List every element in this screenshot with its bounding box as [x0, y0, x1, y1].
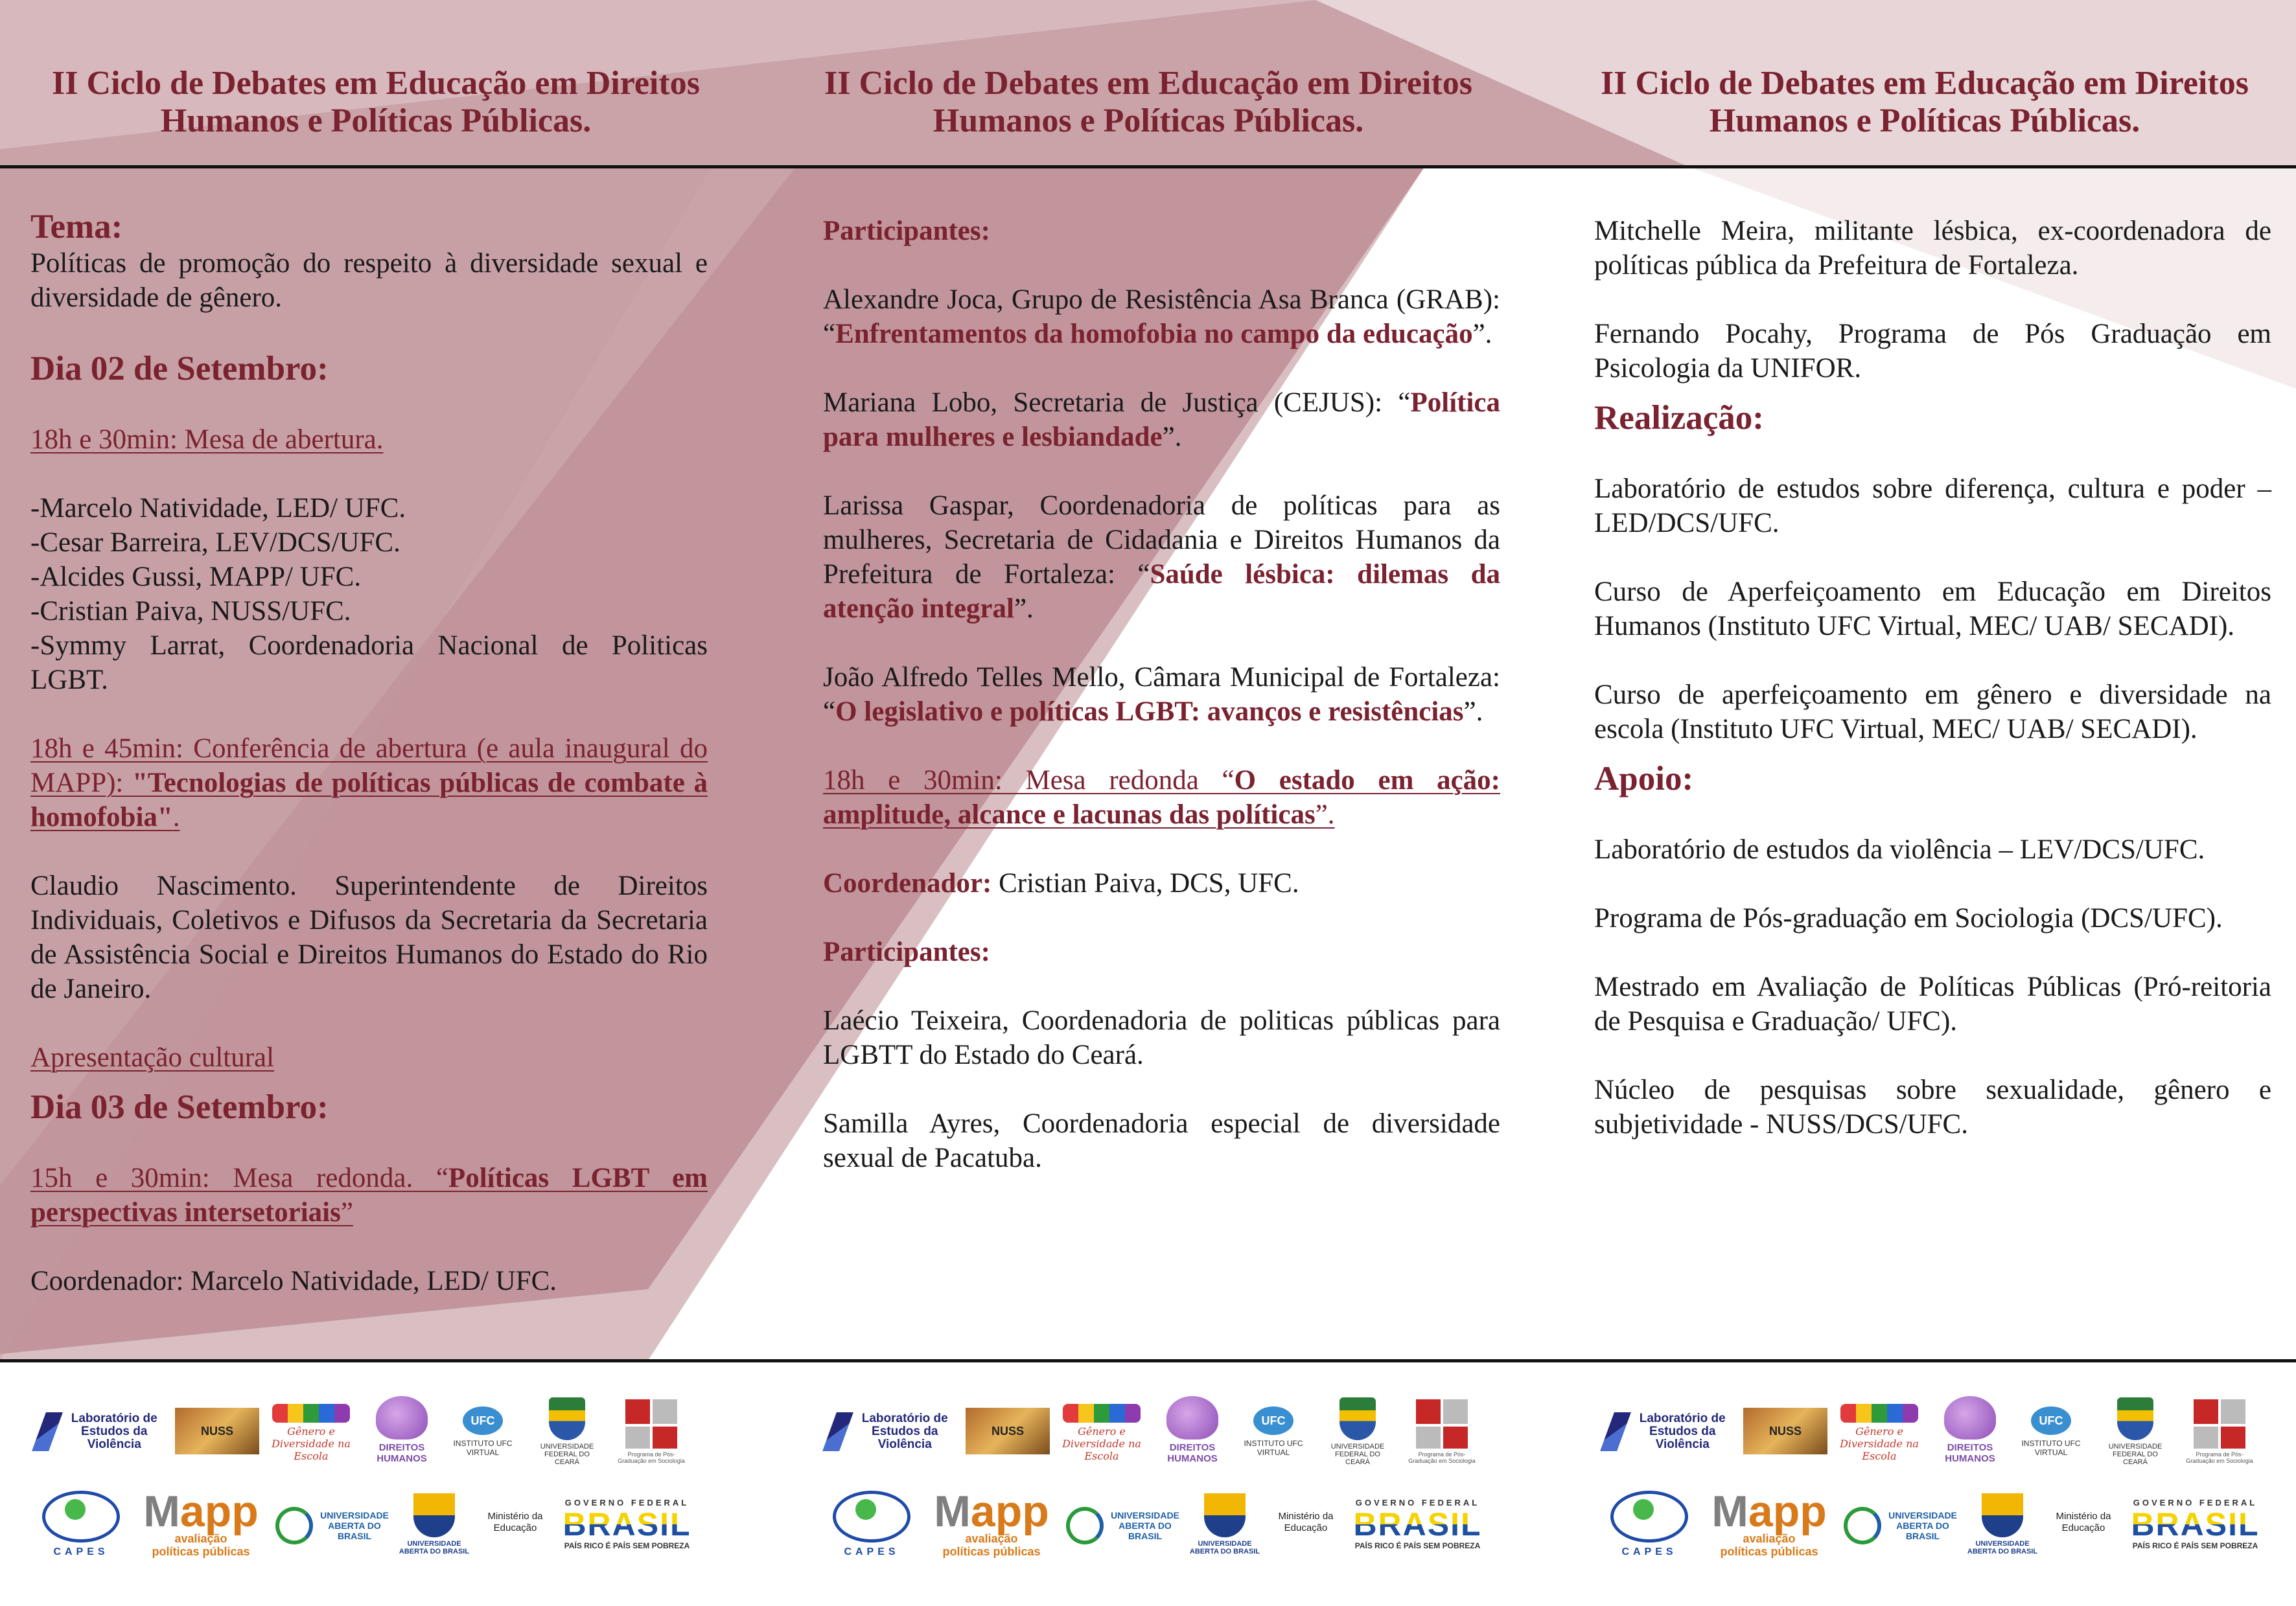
mesa2-session: 15h e 30min: Mesa redonda. “Políticas LGBT em perspectivas intersetoriais” [30, 1163, 708, 1228]
participant-meira: Mitchelle Meira, militante lésbica, ex-coordenadora de políticas pública da Prefeitura de Fortaleza. [1594, 216, 2271, 281]
nuss-logo: NUSS [966, 1408, 1050, 1454]
realizacao-2: Curso de Aperfeiçoamento em Educação em Direitos Humanos (Instituto UFC Virtual, MEC/ UAB/ SECADI). [1594, 577, 2271, 641]
realizacao-1: Laboratório de estudos sobre diferença, cultura e poder – LED/DCS/UFC. [1594, 474, 2271, 538]
apoio-4: Núcleo de pesquisas sobre sexualidade, gênero e subjetividade - NUSS/DCS/UFC. [1594, 1075, 2271, 1140]
ppgs-logo: Programa de Pós-Graduação em Sociologia [2184, 1399, 2255, 1464]
apoio-2: Programa de Pós-graduação em Sociologia (DCS/UFC). [1594, 903, 2223, 934]
genero-diversidade-logo: Gênero e Diversidade na Escola [1837, 1404, 1921, 1462]
participant-gaspar: Larissa Gaspar, Coordenadoria de políticas para as mulheres, Secretaria de Cidadania e Direitos Humanos da Prefeitura de Fortaleza: “Saúde lésbica: dilemas da atenção integral”. [823, 490, 1500, 624]
panel-1 [30, 207, 708, 1333]
genero-diversidade-logo: Gênero e Diversidade na Escola [269, 1404, 353, 1462]
governo-federal-logo: GOVERNO FEDERAL BRASIL PAÍS RICO É PAÍS SEM POBREZA [1353, 1498, 1482, 1550]
member-3: -Alcides Gussi, MAPP/ UFC. [30, 562, 362, 592]
realizacao-heading: Realização: [1594, 399, 1764, 437]
uab-logo: UNIVERSIDADE ABERTA DO BRASIL [1066, 1500, 1183, 1552]
realizacao-3: Curso de aperfeiçoamento em gênero e diversidade na escola (Instituto UFC Virtual, MEC/ UAB/ SECADI). [1594, 680, 2271, 744]
member-5: -Symmy Larrat, Coordenadoria Nacional de Politicas LGBT. [30, 630, 708, 695]
direitos-humanos-logo: DIREITOS HUMANOS [1154, 1396, 1231, 1464]
uab-shield-logo: UNIVERSIDADE ABERTA DO BRASIL [1189, 1487, 1260, 1561]
participant-pocahy: Fernando Pocahy, Programa de Pós Graduação em Psicologia da UNIFOR. [1594, 319, 2271, 384]
uab-logo: UNIVERSIDADE ABERTA DO BRASIL [275, 1500, 392, 1552]
panel-title-2: II Ciclo de Debates em Educação em Direitos Humanos e Políticas Públicas. [824, 65, 1472, 139]
mapp-logo: Mapp avaliação políticas públicas [143, 1486, 259, 1558]
mapp-logo: Mapp avaliação políticas públicas [1711, 1486, 1827, 1558]
apoio-heading: Apoio: [1594, 760, 1694, 797]
nuss-logo: NUSS [175, 1408, 259, 1454]
conference-session: 18h e 45min: Conferência de abertura (e aula inaugural do MAPP): "Tecnologias de políticas públicas de combate à homofobia". [30, 733, 708, 832]
ufc-virtual-logo: UFC INSTITUTO UFC VIRTUAL [1241, 1399, 1306, 1464]
lev-logo: Laboratório de Estudos da Violência [829, 1403, 959, 1461]
direitos-humanos-logo: DIREITOS HUMANOS [363, 1396, 441, 1464]
coordinator-2: Coordenador: Cristian Paiva, DCS, UFC. [823, 868, 1299, 899]
ufc-shield-logo: UNIVERSIDADE FEDERAL DO CEARÁ [531, 1396, 603, 1467]
mesa2-title: Políticas LGBT em perspectivas intersetoriais [30, 1163, 708, 1228]
mapp-logo: Mapp avaliação políticas públicas [934, 1486, 1049, 1558]
apoio-1: Laboratório de estudos da violência – LEV/DCS/UFC. [1594, 834, 2205, 865]
uab-logo: UNIVERSIDADE ABERTA DO BRASIL [1844, 1500, 1960, 1552]
uab-shield-logo: UNIVERSIDADE ABERTA DO BRASIL [399, 1487, 470, 1561]
governo-federal-logo: GOVERNO FEDERAL BRASIL PAÍS RICO É PAÍS SEM POBREZA [2131, 1498, 2260, 1550]
member-2: -Cesar Barreira, LEV/DCS/UFC. [30, 527, 400, 558]
logo-strip-2 [829, 1396, 1490, 1565]
tema-text: Políticas de promoção do respeito à diversidade sexual e diversidade de gênero. [30, 248, 708, 313]
logo-strip-1 [39, 1396, 700, 1565]
apoio-3: Mestrado em Avaliação de Políticas Públicas (Pró-reitoria de Pesquisa e Graduação/ UFC). [1594, 972, 2271, 1037]
mec-logo: Ministério da Educação [1278, 1511, 1334, 1533]
lev-logo: Laboratório de Estudos da Violência [39, 1403, 168, 1461]
tema-heading: Tema: [30, 208, 123, 246]
member-1: -Marcelo Natividade, LED/ UFC. [30, 493, 406, 523]
genero-diversidade-logo: Gênero e Diversidade na Escola [1060, 1404, 1144, 1462]
day2-heading: Dia 03 de Setembro: [30, 1088, 329, 1126]
participants-label-1: Participantes: [823, 216, 990, 246]
ufc-shield-logo: UNIVERSIDADE FEDERAL DO CEARÁ [2100, 1396, 2171, 1467]
capes-logo: CAPES [1607, 1487, 1691, 1561]
capes-logo: CAPES [829, 1487, 914, 1561]
mec-logo: Ministério da Educação [487, 1511, 543, 1533]
header-divider [0, 165, 2296, 168]
mesa3-session: 18h e 30min: Mesa redonda “O estado em ação: amplitude, alcance e lacunas das políticas”. [823, 765, 1500, 830]
participant-mello: João Alfredo Telles Mello, Câmara Municipal de Fortaleza: “O legislativo e políticas LGBT: avanços e resistências”. [823, 662, 1500, 727]
cultural-session: Apresentação cultural [30, 1042, 275, 1073]
direitos-humanos-logo: DIREITOS HUMANOS [1931, 1396, 2009, 1464]
ufc-virtual-logo: UFC INSTITUTO UFC VIRTUAL [450, 1399, 515, 1464]
lev-logo: Laboratório de Estudos da Violência [1607, 1403, 1737, 1461]
mec-logo: Ministério da Educação [2056, 1511, 2111, 1533]
speaker-text: Claudio Nascimento. Superintendente de Direitos Individuais, Coletivos e Difusos da Secretaria da Secretaria de Assistência Social e Direitos Humanos do Estado do Rio de Janeiro. [30, 871, 708, 1004]
ppgs-logo: Programa de Pós-Graduação em Sociologia [616, 1399, 687, 1464]
day1-heading: Dia 02 de Setembro: [30, 350, 329, 387]
panel-3 [1594, 214, 2271, 1176]
conference-title: "Tecnologias de políticas públicas de combate à homofobia" [30, 768, 708, 832]
ufc-shield-logo: UNIVERSIDADE FEDERAL DO CEARÁ [1322, 1396, 1393, 1467]
logo-strip-3 [1607, 1396, 2268, 1565]
uab-shield-logo: UNIVERSIDADE ABERTA DO BRASIL [1967, 1487, 2038, 1561]
coordinator-1: Coordenador: Marcelo Natividade, LED/ UFC. [30, 1266, 557, 1296]
participants-label-2: Participantes: [823, 937, 990, 967]
mesa3-title: O estado em ação: amplitude, alcance e lacunas das políticas [823, 765, 1500, 830]
panel-2 [823, 214, 1500, 1210]
abertura-session: 18h e 30min: Mesa de abertura. [30, 424, 384, 455]
participant-teixeira: Laécio Teixeira, Coordenadoria de politicas públicas para LGBTT do Estado do Ceará. [823, 1005, 1500, 1070]
panel-title-1: II Ciclo de Debates em Educação em Direitos Humanos e Políticas Públicas. [52, 65, 700, 139]
ppgs-logo: Programa de Pós-Graduação em Sociologia [1406, 1399, 1478, 1464]
participant-lobo: Mariana Lobo, Secretaria de Justiça (CEJUS): “Política para mulheres e lesbiandade”. [823, 387, 1500, 452]
participant-ayres: Samilla Ayres, Coordenadoria especial de diversidade sexual de Pacatuba. [823, 1108, 1500, 1173]
nuss-logo: NUSS [1743, 1408, 1827, 1454]
governo-federal-logo: GOVERNO FEDERAL BRASIL PAÍS RICO É PAÍS SEM POBREZA [562, 1498, 691, 1550]
panel-title-3: II Ciclo de Debates em Educação em Direitos Humanos e Políticas Públicas. [1601, 65, 2249, 139]
ufc-virtual-logo: UFC INSTITUTO UFC VIRTUAL [2019, 1399, 2083, 1464]
capes-logo: CAPES [39, 1487, 123, 1561]
footer-divider [0, 1359, 2296, 1362]
member-4: -Cristian Paiva, NUSS/UFC. [30, 596, 351, 626]
participant-joca: Alexandre Joca, Grupo de Resistência Asa Branca (GRAB): “Enfrentamentos da homofobia no campo da educação”. [823, 284, 1500, 349]
